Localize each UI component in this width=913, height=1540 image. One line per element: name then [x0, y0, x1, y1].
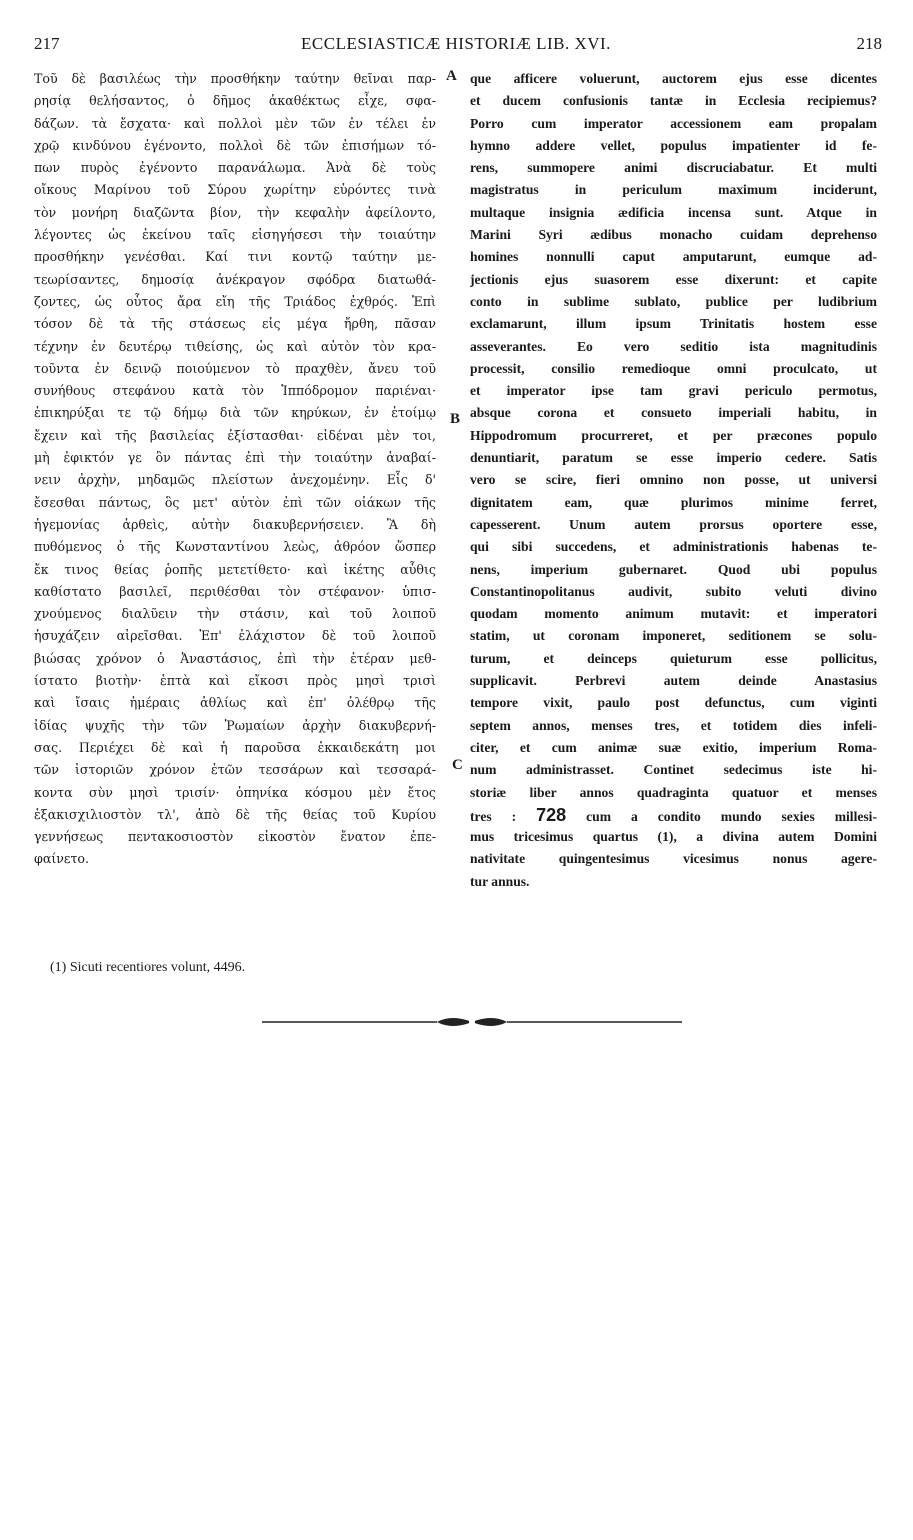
latin-text-line: nativitate quingentesimus vicesimus nonus agere-: [470, 851, 877, 867]
latin-text-line: multaque insignia ædificia incensa sunt. Atque in: [470, 204, 877, 220]
latin-text-line: num administrasset. Continet sedecimus iste hi-: [470, 762, 877, 778]
latin-text-line: rens, summopere animi discruciabatur. Et multi: [470, 160, 877, 176]
latin-text-line: mus tricesimus quartus (1), a divina autem Domini: [470, 829, 877, 845]
latin-text-line: nens, imperium gubernaret. Quod ubi populus: [470, 561, 877, 577]
latin-text-line: Constantinopolitanus audivit, subito veluti divino: [470, 583, 877, 599]
greek-text-line: ἔχειν καὶ τῆς βασιλείας ἐξίστασθαι· εἰδέναι μὲν τοι,: [34, 427, 436, 443]
greek-text-line: νειν ἀρχὴν, μηδαμῶς πλείστων ἀνεχομένην. Εἷς δ': [34, 472, 436, 488]
greek-text-line: καὶ ἴσαις ἡμέραις ἀθλίως καὶ ἐπ' ὀλέθρῳ τῆς: [34, 695, 436, 711]
latin-line-part: tres :: [470, 808, 537, 824]
greek-text-line: προσθήκην γενέσθαι. Καί τινι κοντῷ ταύτην με-: [34, 249, 436, 265]
greek-text-line: καθίστατο βασιλεῖ, περιθέσθαι τὸν στέφανον· ὑπισ-: [34, 583, 436, 599]
latin-text-line: processit, consilio remedioque omni proculcato, ut: [470, 360, 877, 376]
latin-text-line: quodam momento animum mutavit: et imperatori: [470, 606, 877, 622]
greek-text-line: σας. Περιέχει δὲ καὶ ἡ παροῦσα ἑκκαιδεκάτη μοι: [34, 739, 436, 755]
greek-text-line: τοῦντα ἐν δεινῷ ποιούμενον τὸ πραχθὲν, ἄνευ τοῦ: [34, 360, 436, 376]
greek-text-line: ρησίᾳ θελήσαντος, ὁ δῆμος ἀκαθέκτως εἶχε, σφα-: [34, 93, 436, 109]
greek-text-line: ἔσεσθαι πάντως, ὃς μετ' αὐτὸν ἐπὶ τῶν οἰάκων τῆς: [34, 494, 436, 510]
greek-text-line: μὴ ἐφικτόν γε ὂν πάντας ἐπὶ τὴν τοιαύτην ἀναβαί-: [34, 450, 436, 466]
latin-text-line: absque corona et consueto imperiali habitu, in: [470, 405, 877, 421]
footnote: (1) Sicuti recentiores volunt, 4496.: [50, 960, 246, 975]
latin-text-line: exclamarunt, illum ipsum Trinitatis hostem esse: [470, 316, 877, 332]
greek-text-line: ἔκ τινος θείας ῥοπῆς μετετίθετο· καὶ ἱκέτης αὖθις: [34, 561, 436, 577]
latin-text-line: et imperator ipse tam gravi periculo permotus,: [470, 383, 877, 399]
latin-text-line: tempore vixit, paulo post defunctus, cum viginti: [470, 695, 877, 711]
greek-text-column: [34, 68, 436, 871]
greek-text-line: συνήθους στεφάνου κατὰ τὸν Ἱππόδρομον παριέναι·: [34, 383, 436, 399]
greek-text-line: ἡγεμονίας ἀρθεὶς, αὐτὴν διακυβερνήσειεν. Ἃ δὴ: [34, 516, 436, 532]
greek-text-line: ἰδίας ψυχῆς τὴν τῶν Ῥωμαίων ἀρχὴν διακυβερνή-: [34, 717, 436, 733]
latin-text-line: citer, et cum animæ suæ exitio, imperium Roma-: [470, 739, 877, 755]
latin-text-line: qui sibi succedens, et administrationis habenas te-: [470, 539, 877, 555]
latin-text-line: vero se scire, fieri omnino non posse, ut universi: [470, 472, 877, 488]
greek-text-line: Τοῦ δὲ βασιλέως τὴν προσθήκην ταύτην θεῖναι παρ-: [34, 71, 436, 86]
latin-text-line: magistratus in periculum maximum inciderunt,: [470, 182, 877, 198]
running-head: [30, 34, 882, 58]
greek-text-line: ἐπικηρύξαι τε τῷ δήμῳ διὰ τῶν κηρύκων, ἐν ἑτοίμῳ: [34, 405, 436, 421]
running-title: ECCLESIASTICÆ HISTORIÆ LIB. XVI.: [301, 34, 611, 53]
greek-text-line: χνούμενος διαλῦειν τὴν στάσιν, καὶ τοῦ λοιποῦ: [34, 606, 436, 622]
latin-text-line: asseverantes. Eo vero seditio ista magnitudinis: [470, 338, 877, 354]
greek-text-line: οἴκους Μαρίνου τοῦ Σύρου χωρίτην εὑρόντες τινὰ: [34, 182, 436, 198]
greek-text-line: γεννήσεως πεντακοσιοστὸν εἰκοστὸν ἔνατον ἐπε-: [34, 829, 436, 845]
latin-text-line: turum, et deinceps quieturum esse pollicitus,: [470, 650, 877, 666]
margin-marker-b: B: [450, 411, 461, 427]
latin-text-line: capesserent. Unum autem prorsus oportere esse,: [470, 516, 877, 532]
greek-text-line: κοντα σὺν μησὶ τρισίν· ὁπηνίκα κόσμου μὲν ἔτος: [34, 784, 436, 800]
greek-text-line: τῶν ἱστοριῶν χρόνον ἐτῶν τεσσάρων καὶ τεσσαρά-: [34, 762, 436, 778]
right-page-number: 218: [856, 34, 882, 53]
greek-text-line: πυθόμενος ὁ τῆς Κωνσταντίνου λεὼς, ἀθρόον ὥσπερ: [34, 539, 436, 555]
greek-text-line: τὸν μονήρη διαζῶντα βίον, τὴν κεφαλὴν ἀφείλοντο,: [34, 204, 436, 220]
latin-text-column: [470, 68, 877, 893]
latin-text-line: tur annus.: [470, 873, 530, 889]
greek-text-line: βιώσας χρόνον ὁ Ἀναστάσιος, ἐπὶ τὴν ἑτέραν μεθ-: [34, 650, 436, 666]
greek-text-line: λέγοντες ὡς ἐκείνου ταῖς εἰσηγήσεσι τὴν τοιαύτην: [34, 227, 436, 243]
left-page-number: 217: [34, 34, 60, 53]
latin-text-line: conto in sublime sublato, publice per ludibrium: [470, 293, 877, 309]
greek-text-line: τεωρίσαντες, δημοσίᾳ ἀνέκραγον σφόδρα διατωθά-: [34, 271, 436, 287]
greek-text-line: δάζων. τὰ ἔσχατα· καὶ πολλοὶ μὲν τῶν ἐν τέλει ἐν: [34, 115, 436, 131]
margin-marker-c: C: [452, 757, 463, 773]
latin-text-line: hymno addere vellet, populus impatienter id fe-: [470, 137, 877, 153]
greek-text-line: ἑξακισχιλιοστὸν τλ', ἀπὸ δὲ τῆς θείας τοῦ Κυρίου: [34, 806, 436, 822]
greek-text-line: ίστατο βιοτὴν· ἑπτὰ καὶ εἴκοσι πρὸς μησὶ τρισὶ: [34, 673, 436, 689]
latin-text-line: homines nonnulli caput amputarunt, eumque ad-: [470, 249, 877, 265]
greek-text-line: τόσον δὲ τὰ τῆς στάσεως εἰς μέγα ἤρθη, πᾶσαν: [34, 316, 436, 332]
margin-marker-a: A: [446, 68, 457, 84]
latin-text-line: storiæ liber annos quadraginta quatuor et menses: [470, 784, 877, 800]
column-number: 728: [536, 804, 567, 825]
greek-text-line: ζοντες, ὡς οὗτος ἄρα εἴη τῆς Τριάδος ἐχθρός. Ἐπὶ: [34, 293, 436, 309]
latin-text-line: [470, 804, 877, 826]
latin-text-line: Hippodromum procurreret, et per præcones populo: [470, 427, 877, 443]
ornamental-rule: [262, 1012, 682, 1032]
greek-text-line: φαίνετο.: [34, 851, 89, 867]
latin-text-line: jectionis ejus suasorem esse dixerunt: et capite: [470, 271, 877, 287]
latin-text-line: denuntiarit, paratum se esse imperio cedere. Satis: [470, 450, 877, 466]
latin-text-line: Marini Syri ædibus monacho cuidam deprehenso: [470, 227, 877, 243]
greek-text-line: πων πυρὸς ἐγένοντο παρανάλωμα. Ἀνὰ δὲ τοὺς: [34, 160, 436, 176]
greek-text-line: ἡσυχάζειν αἱρεῖσθαι. Ἐπ' ἐλάχιστον δὲ τοῦ λοιποῦ: [34, 628, 436, 644]
latin-text-line: et ducem confusionis tantæ in Ecclesia recipiemus?: [470, 93, 877, 109]
greek-text-line: τέχνην ἐν δευτέρῳ τιθείσης, ὡς καὶ αὐτὸν τὸν κρα-: [34, 338, 436, 354]
latin-text-line: dignitatem eam, quæ plurimos minime ferret,: [470, 494, 877, 510]
latin-text-line: que afficere voluerunt, auctorem ejus esse dicentes: [470, 71, 877, 86]
latin-text-line: Porro cum imperator accessionem eam propalam: [470, 115, 877, 131]
greek-text-line: χρῷ κινδύνου ἐγένοντο, πολλοὶ δὲ τῶν ἐπισήμων τό-: [34, 137, 436, 153]
latin-text-line: septem annos, menses tres, et totidem dies infeli-: [470, 717, 877, 733]
latin-text-line: statim, ut coronam imponeret, seditionem se solu-: [470, 628, 877, 644]
latin-line-part: cum a condito mundo sexies millesi-: [566, 808, 877, 824]
latin-text-line: supplicavit. Perbrevi autem deinde Anastasius: [470, 673, 877, 689]
